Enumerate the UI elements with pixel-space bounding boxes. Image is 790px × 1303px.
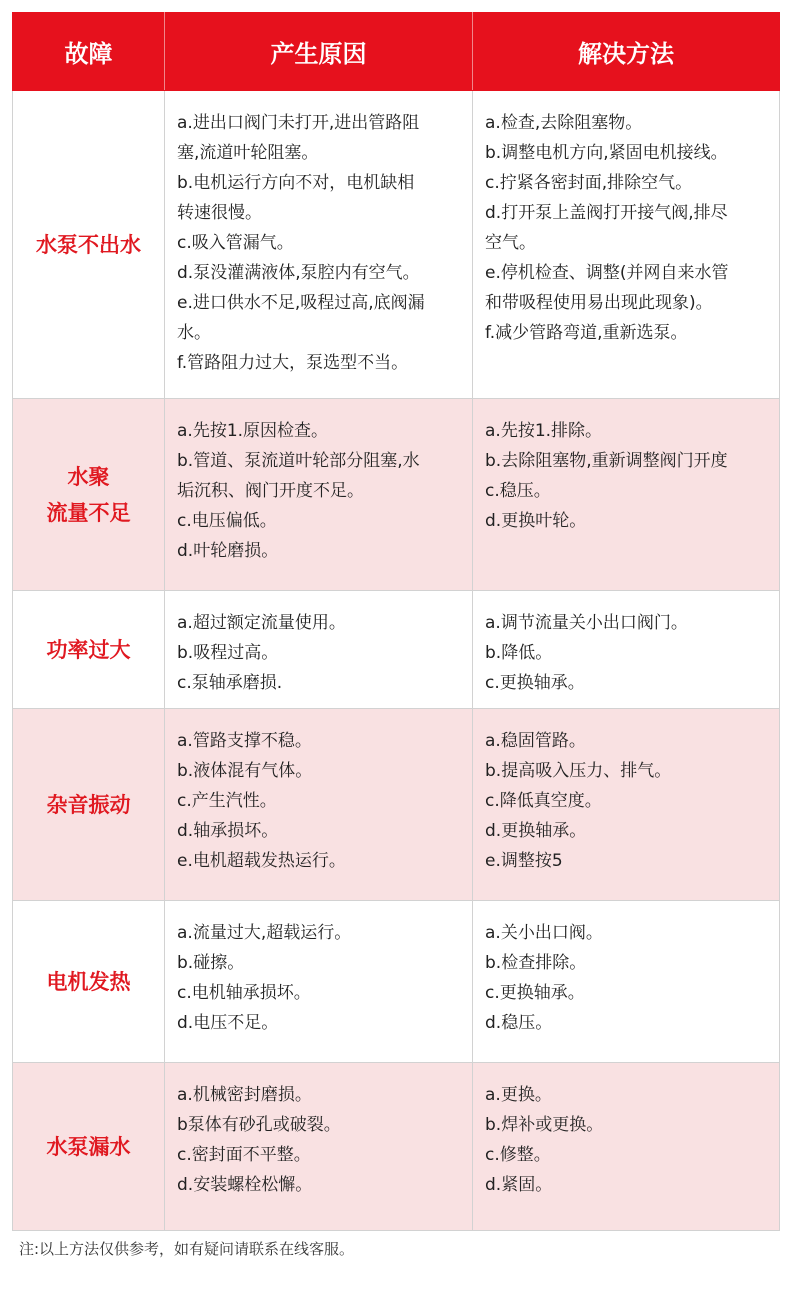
header-cause: 产生原因 [165,13,473,91]
cause-list [165,901,472,1048]
fault-cell [13,399,165,591]
cause-line: 垢沉积、阀门开度不足。 [177,481,364,501]
solution-line: c.修整。 [485,1145,551,1165]
cause-list [165,91,472,388]
solution-cell [473,591,780,709]
fault-cell [13,91,165,399]
cause-line: b.液体混有气体。 [177,761,313,781]
cause-line: d.电压不足。 [177,1013,279,1033]
cause-line: a.管路支撑不稳。 [177,731,312,751]
solution-cell [473,399,780,591]
fault-label: 水泵不出水 [36,232,141,257]
table-header-row [13,13,780,91]
cause-line: a.进出口阀门未打开,进出管路阻 [177,113,420,133]
fault-cell [13,901,165,1063]
header-fault: 故障 [13,13,165,91]
cause-list [165,399,472,576]
cause-line: b.碰擦。 [177,953,245,973]
fault-label: 电机发热 [46,969,131,994]
cause-cell [165,91,473,399]
solution-line: b.提高吸入压力、排气。 [485,761,672,781]
table-row [13,709,780,901]
solution-line: a.稳固管路。 [485,731,586,751]
cause-line: c.密封面不平整。 [177,1145,311,1165]
solution-line: c.更换轴承。 [485,673,585,693]
cause-line: d.泵没灌满液体,泵腔内有空气。 [177,263,420,283]
solution-list [473,91,779,358]
solution-line: 和带吸程使用易出现此现象)。 [485,293,713,313]
cause-line: b.管道、泵流道叶轮部分阻塞,水 [177,451,420,471]
fault-label: 杂音振动 [46,792,131,817]
cause-line: 塞,流道叶轮阻塞。 [177,143,319,163]
table-row [13,901,780,1063]
solution-line: d.紧固。 [485,1175,553,1195]
solution-line: b.调整电机方向,紧固电机接线。 [485,143,728,163]
fault-label: 水聚 [67,464,110,489]
cause-line: b.吸程过高。 [177,643,279,663]
table-row [13,1063,780,1231]
fault-label: 功率过大 [46,637,131,662]
solution-line: a.关小出口阀。 [485,923,603,943]
solution-line: a.检查,去除阻塞物。 [485,113,643,133]
cause-cell [165,1063,473,1231]
solution-line: a.更换。 [485,1085,552,1105]
cause-line: b.电机运行方向不对，电机缺相 [177,173,415,193]
cause-line: 转速很慢。 [177,203,262,223]
solution-line: a.先按1.排除。 [485,421,603,441]
cause-cell [165,591,473,709]
cause-list [165,1063,472,1210]
solution-line: c.更换轴承。 [485,983,585,1003]
table-row [13,91,780,399]
cause-line: e.进口供水不足,吸程过高,底阀漏 [177,293,425,313]
solution-line: b.降低。 [485,643,553,663]
cause-cell [165,399,473,591]
cause-line: c.电压偏低。 [177,511,277,531]
cause-line: e.电机超载发热运行。 [177,851,346,871]
cause-line: c.吸入管漏气。 [177,233,294,253]
solution-line: f.减少管路弯道,重新选泵。 [485,323,688,343]
cause-line: a.流量过大,超载运行。 [177,923,352,943]
cause-line: c.电机轴承损坏。 [177,983,311,1003]
solution-line: 空气。 [485,233,536,253]
cause-cell [165,709,473,901]
solution-list [473,1063,779,1210]
solution-cell [473,709,780,901]
fault-table [12,12,780,1231]
solution-line: d.更换轴承。 [485,821,587,841]
solution-cell [473,91,780,399]
solution-line: c.降低真空度。 [485,791,602,811]
fault-cell [13,1063,165,1231]
solution-cell [473,901,780,1063]
table-row [13,399,780,591]
cause-line: 水。 [177,323,211,343]
cause-line: a.超过额定流量使用。 [177,613,346,633]
solution-list [473,591,779,708]
cause-cell [165,901,473,1063]
table-row [13,591,780,709]
solution-line: d.更换叶轮。 [485,511,587,531]
cause-line: d.轴承损坏。 [177,821,279,841]
solution-line: b.检查排除。 [485,953,587,973]
solution-cell [473,1063,780,1231]
fault-label: 流量不足 [46,500,131,525]
solution-line: a.调节流量关小出口阀门。 [485,613,688,633]
solution-line: d.打开泵上盖阀打开接气阀,排尽 [485,203,728,223]
cause-list [165,709,472,886]
cause-line: b泵体有砂孔或破裂。 [177,1115,341,1135]
cause-line: f.管路阻力过大，泵选型不当。 [177,353,409,373]
table-body [13,91,780,1231]
solution-list [473,399,779,546]
header-solution: 解决方法 [473,13,780,91]
cause-list [165,591,472,708]
cause-line: c.产生汽性。 [177,791,277,811]
cause-line: d.安装螺栓松懈。 [177,1175,313,1195]
cause-line: a.机械密封磨损。 [177,1085,312,1105]
cause-line: c.泵轴承磨损. [177,673,283,693]
solution-list [473,709,779,886]
fault-label: 水泵漏水 [46,1134,131,1159]
solution-line: b.去除阻塞物,重新调整阀门开度 [485,451,728,471]
solution-line: c.稳压。 [485,481,551,501]
footnote: 注:以上方法仅供参考，如有疑问请联系在线客服。 [19,1240,355,1258]
cause-line: d.叶轮磨损。 [177,541,279,561]
solution-line: e.停机检查、调整(并网自来水管 [485,263,729,283]
solution-line: d.稳压。 [485,1013,553,1033]
solution-line: b.焊补或更换。 [485,1115,604,1135]
fault-cell [13,591,165,709]
cause-line: a.先按1.原因检查。 [177,421,329,441]
solution-line: c.拧紧各密封面,排除空气。 [485,173,693,193]
solution-list [473,901,779,1048]
fault-cell [13,709,165,901]
solution-line: e.调整按5 [485,851,563,871]
